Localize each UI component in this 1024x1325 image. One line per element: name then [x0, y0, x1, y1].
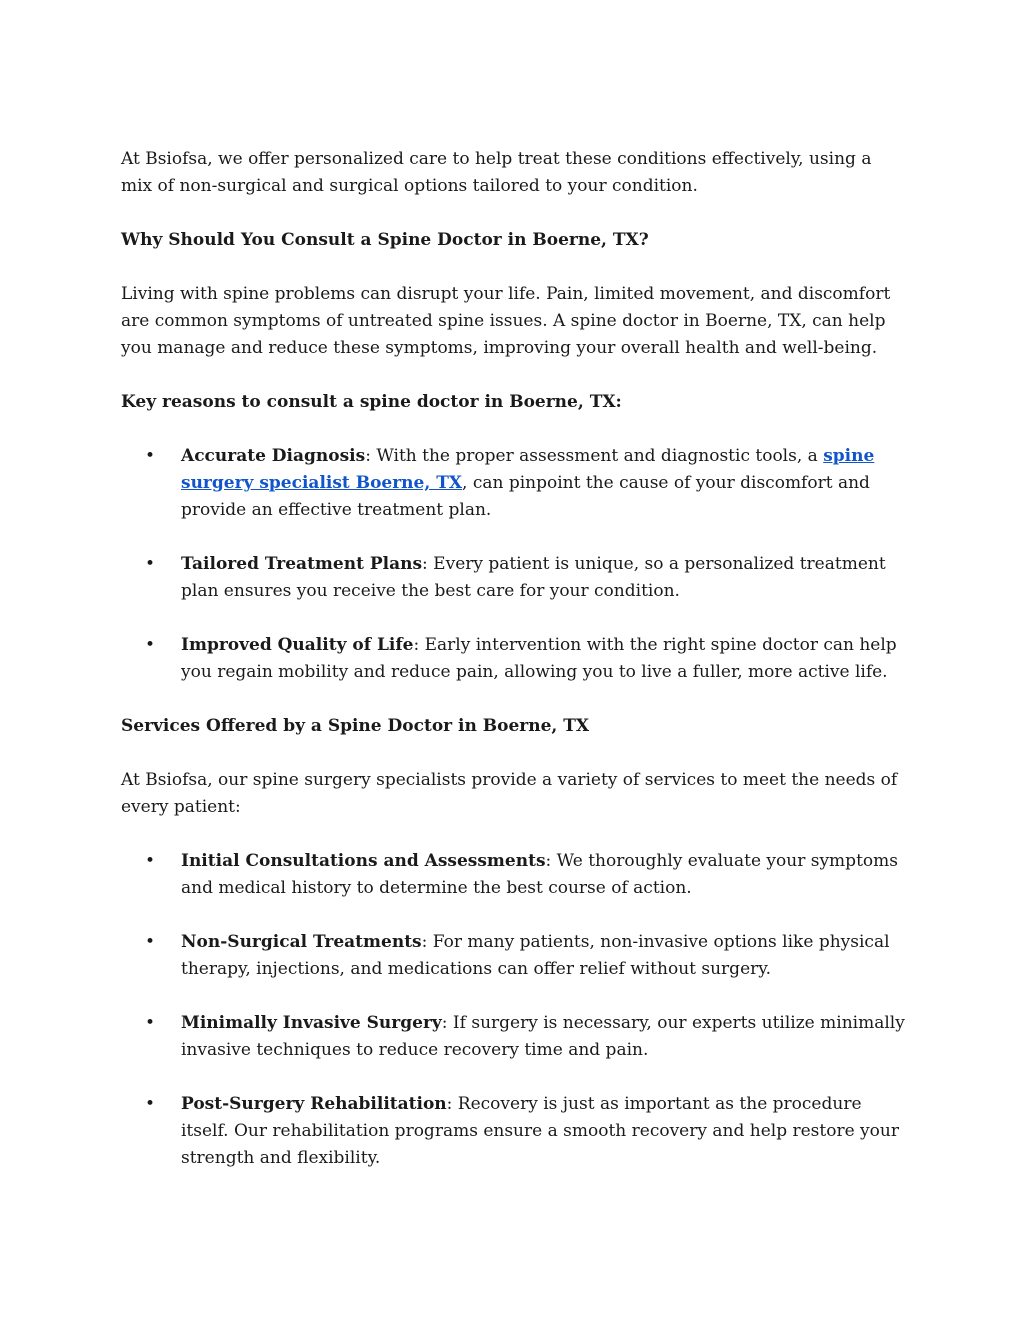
- list-item-post-surgery-rehabilitation: [121, 1091, 906, 1172]
- list-item-text: : We thoroughly evaluate your symptoms and medical history to determine the best course of action.: [181, 851, 898, 898]
- list-item-non-surgical-treatments: [121, 929, 906, 983]
- bullet-icon: •: [145, 446, 156, 466]
- document-body: [121, 146, 906, 1199]
- bullet-icon: •: [145, 851, 156, 871]
- intro-paragraph: At Bsiofsa, we offer personalized care to help treat these conditions effectively, using a mix of non-surgical and surgical options tailored to your condition.: [121, 149, 872, 196]
- list-item-text: : If surgery is necessary, our experts utilize minimally invasive techniques to reduce recovery time and pain.: [181, 1013, 905, 1060]
- list-item-text: : With the proper assessment and diagnostic tools, a: [365, 446, 824, 466]
- list-item-text: : For many patients, non-invasive options like physical therapy, injections, and medications can offer relief without surgery.: [181, 932, 890, 979]
- bullet-icon: •: [145, 1094, 156, 1114]
- section-heading-key-reasons: Key reasons to consult a spine doctor in Boerne, TX:: [121, 392, 622, 412]
- list-item-term: Accurate Diagnosis: [181, 446, 366, 466]
- list-item-tailored-treatment-plans: [121, 551, 906, 605]
- key-reasons-list: [121, 443, 906, 686]
- bullet-icon: •: [145, 1013, 156, 1033]
- list-item-term: Improved Quality of Life: [181, 635, 414, 655]
- list-item-term: Non-Surgical Treatments: [181, 932, 422, 952]
- list-item-improved-quality-of-life: [121, 632, 906, 686]
- list-item-term: Tailored Treatment Plans: [181, 554, 423, 574]
- section-paragraph-services: At Bsiofsa, our spine surgery specialists provide a variety of services to meet the needs of every patient:: [121, 770, 898, 817]
- list-item-initial-consultations: [121, 848, 906, 902]
- list-item-text: , can pinpoint the cause of your discomfort and provide an effective treatment plan.: [181, 473, 870, 520]
- bullet-icon: •: [145, 635, 156, 655]
- bullet-icon: •: [145, 932, 156, 952]
- bullet-icon: •: [145, 554, 156, 574]
- list-item-text: : Early intervention with the right spine doctor can help you regain mobility and reduce pain, allowing you to live a fuller, more active life.: [181, 635, 897, 682]
- list-item-term: Post-Surgery Rehabilitation: [181, 1094, 447, 1114]
- section-paragraph-why-consult: Living with spine problems can disrupt your life. Pain, limited movement, and discomfort are common symptoms of untreated spine issues. A spine doctor in Boerne, TX, can help you manage and reduce these symptoms, improving your overall health and well-being.: [121, 284, 891, 358]
- section-heading-why-consult: Why Should You Consult a Spine Doctor in Boerne, TX?: [121, 230, 649, 250]
- list-item-term: Initial Consultations and Assessments: [181, 851, 546, 871]
- list-item-text: : Every patient is unique, so a personalized treatment plan ensures you receive the best care for your condition.: [181, 554, 886, 601]
- list-item-text: : Recovery is just as important as the procedure itself. Our rehabilitation programs ensure a smooth recovery and help restore your strength and flexibility.: [181, 1094, 899, 1168]
- list-item-accurate-diagnosis: [121, 443, 906, 524]
- spine-surgery-specialist-link[interactable]: spine surgery specialist Boerne, TX: [181, 446, 875, 493]
- list-item-term: Minimally Invasive Surgery: [181, 1013, 442, 1033]
- services-list: [121, 848, 906, 1172]
- section-heading-services: Services Offered by a Spine Doctor in Boerne, TX: [121, 716, 590, 736]
- list-item-minimally-invasive-surgery: [121, 1010, 906, 1064]
